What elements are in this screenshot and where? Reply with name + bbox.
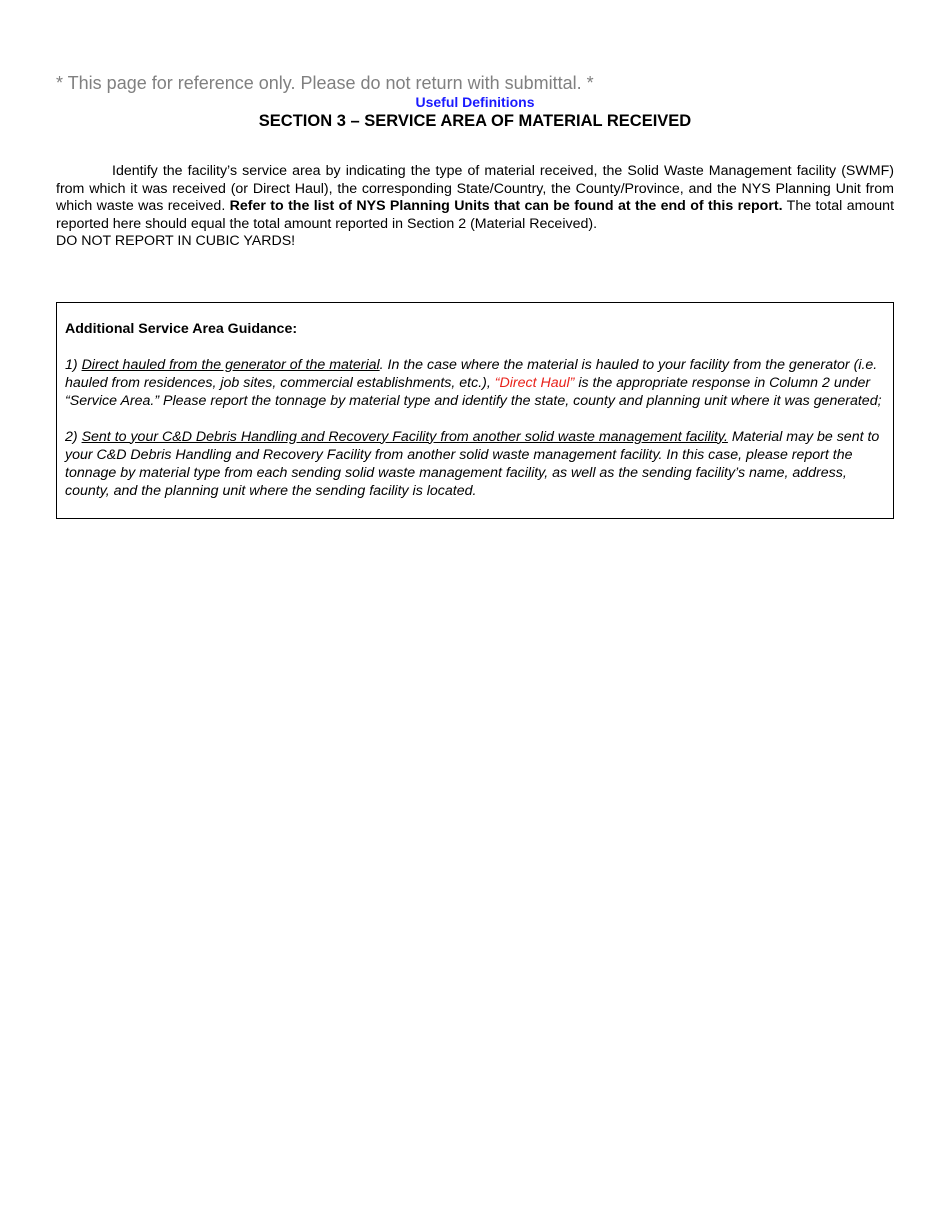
item1-text-b: is the appropriate response in Column 2 under “Service Area.” Please report the tonnage by material type and identify the state, county and planning unit where it was generated; bbox=[65, 374, 882, 409]
intro-paragraph bbox=[56, 163, 894, 251]
item2-number: 2) bbox=[65, 428, 82, 445]
guidance-item-swmf bbox=[65, 428, 885, 500]
intro-text-bold: Refer to the list of NYS Planning Units that can be found at the end of this report. bbox=[229, 198, 783, 214]
guidance-title: Additional Service Area Guidance: bbox=[65, 320, 298, 337]
guidance-box bbox=[56, 302, 894, 519]
reference-note: * This page for reference only. Please do not return with submittal. * bbox=[56, 73, 594, 93]
item1-heading: Direct hauled from the generator of the material bbox=[81, 356, 380, 373]
section-title: SECTION 3 – SERVICE AREA OF MATERIAL RECEIVED bbox=[258, 112, 692, 130]
document-page bbox=[56, 70, 894, 519]
item2-heading: Sent to your C&D Debris Handling and Recovery Facility from another solid waste management facility. bbox=[81, 428, 728, 445]
item1-highlight: “Direct Haul” bbox=[494, 374, 575, 391]
intro-text-part1: Identify the facility’s service area by indicating the type of material received, the Solid Waste Management facility (SWMF) from which it was received (or Direct Haul), the corresponding State/Country, the County/Province, and the NYS Planning Unit from which waste was received. bbox=[56, 163, 894, 214]
item2-text: Material may be sent to your C&D Debris Handling and Recovery Facility from another solid waste management facility. In this case, please report the tonnage by material type from each sending solid waste management facility, as well as the sending facility’s name, address, county, and the planning unit where the sending facility is located. bbox=[65, 428, 880, 499]
useful-definitions-link[interactable]: Useful Definitions bbox=[415, 94, 535, 110]
item1-number: 1) bbox=[65, 356, 82, 373]
item1-text-a: . In the case where the material is hauled to your facility from the generator (i.e. hauled from residences, job sites, commercial establishments, etc.), bbox=[65, 356, 878, 391]
intro-text-part2: The total amount reported here should equal the total amount reported in Section 2 (Material Received). bbox=[56, 198, 895, 232]
guidance-item-direct-haul bbox=[65, 356, 885, 410]
intro-warning: DO NOT REPORT IN CUBIC YARDS! bbox=[56, 233, 296, 249]
